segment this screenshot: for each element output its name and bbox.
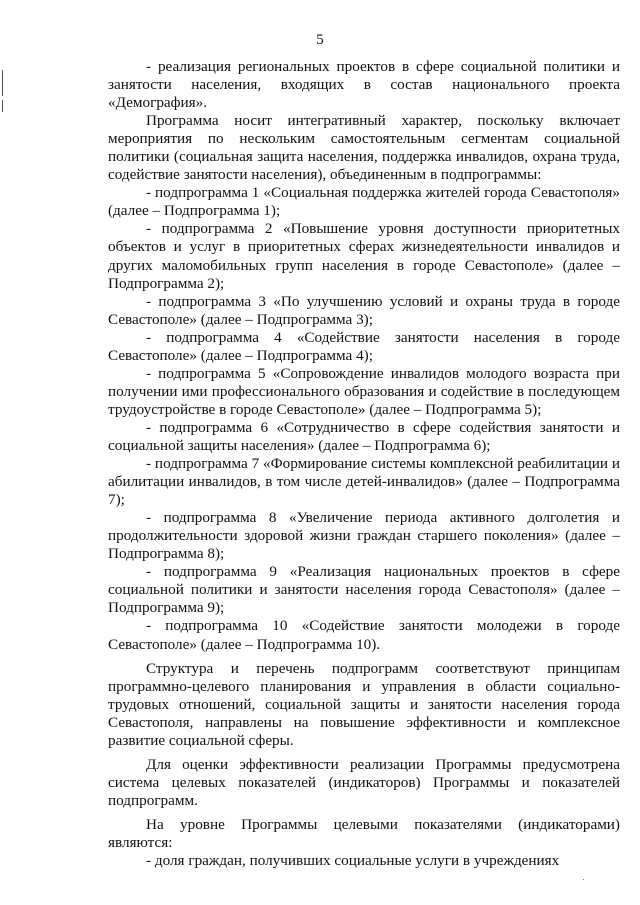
list-item: - подпрограмма 8 «Увеличение периода активного долголетия и продолжительности здоровой жизни граждан старшего поколения» (далее – Подпрограмма 8); [108, 509, 620, 563]
document-body [108, 58, 620, 870]
list-item: - подпрограмма 9 «Реализация национальных проектов в сфере социальной политики и занятости населения города Севастополя» (далее – Подпрограмма 9); [108, 563, 620, 617]
list-item: - подпрограмма 7 «Формирование системы комплексной реабилитации и абилитации инвалидов, в том числе детей-инвалидов» (далее – Подпрограмма 7); [108, 455, 620, 509]
paragraph: - реализация региональных проектов в сфере социальной политики и занятости населения, входящих в состав национального проекта «Демография». [108, 58, 620, 112]
paragraph: Программа носит интегративный характер, поскольку включает мероприятия по нескольким самостоятельным сегментам социальной политики (социальная защита населения, поддержка инвалидов, охрана труда, содействие занятости населения), объединенным в подпрограммы: [108, 112, 620, 184]
scan-speck [583, 879, 584, 880]
list-item: - подпрограмма 10 «Содействие занятости молодежи в городе Севастополе» (далее – Подпрограмма 10). [108, 617, 620, 653]
list-item: - подпрограмма 2 «Повышение уровня доступности приоритетных объектов и услуг в приоритетных сферах жизнедеятельности инвалидов и других маломобильных групп населения в городе Севастополе» (далее – Подпрограмма 2); [108, 220, 620, 292]
list-item: - подпрограмма 3 «По улучшению условий и охраны труда в городе Севастополе» (далее – Подпрограмма 3); [108, 292, 620, 328]
list-item: - подпрограмма 1 «Социальная поддержка жителей города Севастополя» (далее – Подпрограмма 1); [108, 184, 620, 220]
list-item: - подпрограмма 6 «Сотрудничество в сфере содействия занятости и социальной защиты населения» (далее – Подпрограмма 6); [108, 418, 620, 454]
list-item: - подпрограмма 4 «Содействие занятости населения в городе Севастополе» (далее – Подпрограмма 4); [108, 328, 620, 364]
list-item: - подпрограмма 5 «Сопровождение инвалидов молодого возраста при получении ими профессионального образования и содействие в последующем трудоустройстве в городе Севастополе» (далее – Подпрограмма 5); [108, 364, 620, 418]
paragraph: Структура и перечень подпрограмм соответствуют принципам программно-целевого планирования и управления в области социально-трудовых отношений, социальной защиты и занятости населения города Севастополя, направлены на повышение эффективности и комплексное развитие социальной сферы. [108, 659, 620, 749]
paragraph: На уровне Программы целевыми показателями (индикаторами) являются: [108, 815, 620, 851]
page-number: 5 [316, 32, 324, 48]
scan-margin-mark [2, 70, 3, 96]
paragraph: Для оценки эффективности реализации Программы предусмотрена система целевых показателей (индикаторов) Программы и показателей подпрограмм. [108, 755, 620, 809]
list-item: - доля граждан, получивших социальные услуги в учреждениях [146, 852, 560, 870]
scan-margin-mark [2, 100, 3, 112]
